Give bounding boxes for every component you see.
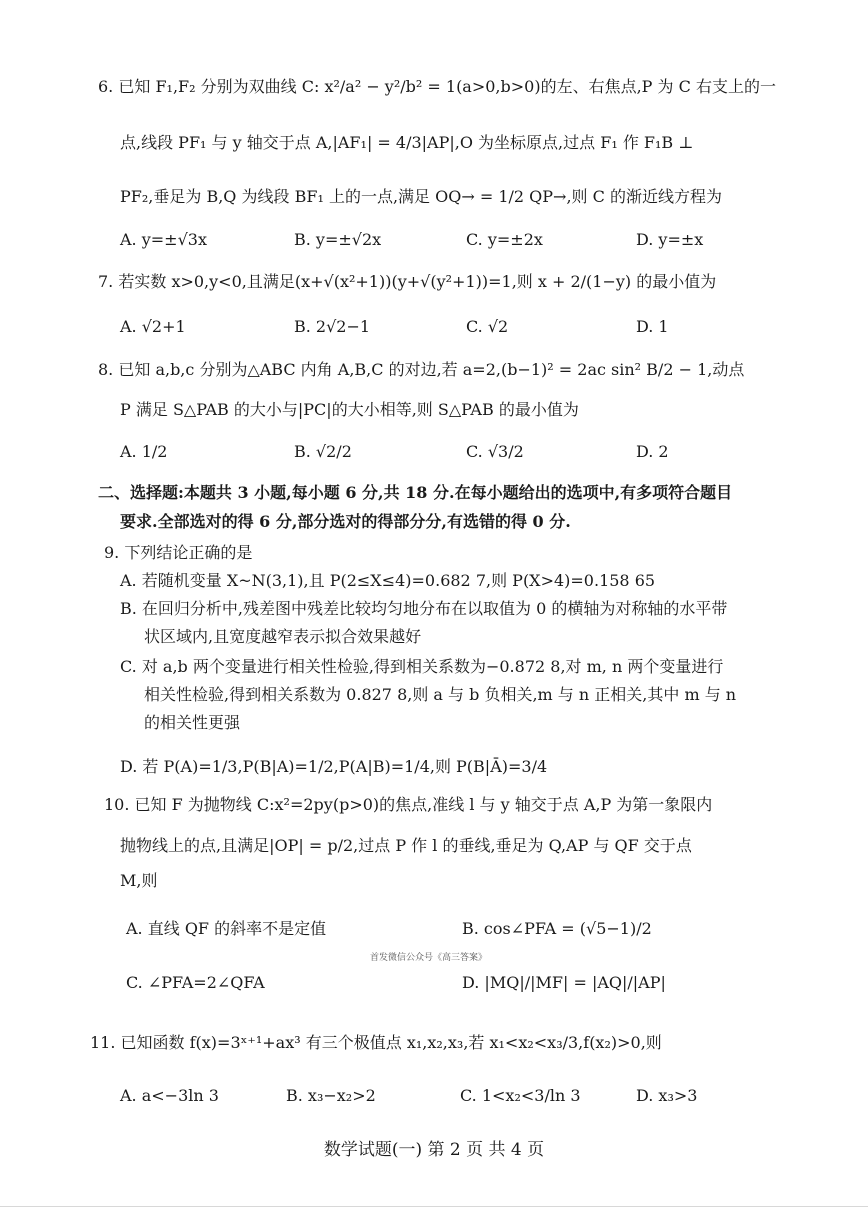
q11-option-b: B. x₃−x₂>2 (286, 1086, 376, 1105)
q10-option-b: B. cos∠PFA = (√5−1)/2 (462, 919, 652, 938)
q6-option-d: D. y=±x (636, 230, 704, 249)
q6-line-2: 点,线段 PF₁ 与 y 轴交于点 A,|AF₁| = 4/3|AP|,O 为坐标原点,过点 F₁ 作 F₁B ⊥ (120, 133, 694, 152)
q9-option-b-line-1: B. 在回归分析中,残差图中残差比较均匀地分布在以取值为 0 的横轴为对称轴的水平带 (120, 599, 728, 618)
q11-option-c: C. 1<x₂<3/ln 3 (460, 1086, 581, 1105)
q10-option-c: C. ∠PFA=2∠QFA (126, 973, 265, 992)
q6-option-a: A. y=±√3x (120, 230, 207, 249)
q10-option-d: D. |MQ|/|MF| = |AQ|/|AP| (462, 973, 666, 992)
q10-line-2: 抛物线上的点,且满足|OP| = p/2,过点 P 作 l 的垂线,垂足为 Q,AP 与 QF 交于点 (120, 836, 692, 855)
q11-option-a: A. a<−3ln 3 (120, 1086, 219, 1105)
page-footer: 数学试题(一) 第 2 页 共 4 页 (323, 1140, 545, 1160)
q8-line-2: P 满足 S△PAB 的大小与|PC|的大小相等,则 S△PAB 的最小值为 (120, 400, 579, 419)
section-2-header-line-1: 二、选择题:本题共 3 小题,每小题 6 分,共 18 分.在每小题给出的选项中,有多项符合题目 (98, 483, 733, 502)
q10-line-3: M,则 (120, 871, 158, 890)
q9-option-c-line-1: C. 对 a,b 两个变量进行相关性检验,得到相关系数为−0.872 8,对 m, n 两个变量进行 (120, 657, 724, 676)
q7-option-c: C. √2 (466, 317, 509, 336)
watermark-text: 首发微信公众号《高三答案》 (370, 953, 488, 963)
q9-option-b-line-2: 状区域内,且宽度越窄表示拟合效果越好 (144, 627, 422, 646)
section-2-header-line-2: 要求.全部选对的得 6 分,部分选对的得部分分,有选错的得 0 分. (120, 512, 571, 531)
q8-line-1: 8. 已知 a,b,c 分别为△ABC 内角 A,B,C 的对边,若 a=2,(b−1)² = 2ac sin² B/2 − 1,动点 (98, 360, 745, 379)
q7-option-d: D. 1 (636, 317, 669, 336)
q11-line-1: 11. 已知函数 f(x)=3ˣ⁺¹+ax³ 有三个极值点 x₁,x₂,x₃,若 x₁<x₂<x₃/3,f(x₂)>0,则 (90, 1033, 662, 1052)
q9-stem: 9. 下列结论正确的是 (104, 543, 253, 562)
bottom-divider (0, 1206, 868, 1207)
q9-option-c-line-2: 相关性检验,得到相关系数为 0.827 8,则 a 与 b 负相关,m 与 n 正相关,其中 m 与 n (144, 685, 737, 704)
q9-option-c-line-3: 的相关性更强 (144, 713, 241, 732)
q8-option-d: D. 2 (636, 442, 669, 461)
q10-line-1: 10. 已知 F 为抛物线 C:x²=2py(p>0)的焦点,准线 l 与 y 轴交于点 A,P 为第一象限内 (104, 795, 713, 814)
q9-option-d: D. 若 P(A)=1/3,P(B|A)=1/2,P(A|B)=1/4,则 P(B|Ā)=3/4 (120, 757, 548, 776)
q11-option-d: D. x₃>3 (636, 1086, 698, 1105)
q7-option-a: A. √2+1 (120, 317, 186, 336)
q9-option-a: A. 若随机变量 X~N(3,1),且 P(2≤X≤4)=0.682 7,则 P(X>4)=0.158 65 (120, 571, 656, 590)
q8-option-c: C. √3/2 (466, 442, 524, 461)
q6-option-c: C. y=±2x (466, 230, 543, 249)
q8-option-a: A. 1/2 (120, 442, 168, 461)
q6-option-b: B. y=±√2x (294, 230, 382, 249)
q10-option-a: A. 直线 QF 的斜率不是定值 (126, 919, 327, 938)
q8-option-b: B. √2/2 (294, 442, 352, 461)
q6-line-1: 6. 已知 F₁,F₂ 分别为双曲线 C: x²/a² − y²/b² = 1(a>0,b>0)的左、右焦点,P 为 C 右支上的一 (98, 77, 776, 96)
q7-option-b: B. 2√2−1 (294, 317, 371, 336)
q7-line-1: 7. 若实数 x>0,y<0,且满足(x+√(x²+1))(y+√(y²+1))=1,则 x + 2/(1−y) 的最小值为 (98, 272, 717, 291)
q6-line-3: PF₂,垂足为 B,Q 为线段 BF₁ 上的一点,满足 OQ→ = 1/2 QP→,则 C 的渐近线方程为 (120, 187, 722, 206)
